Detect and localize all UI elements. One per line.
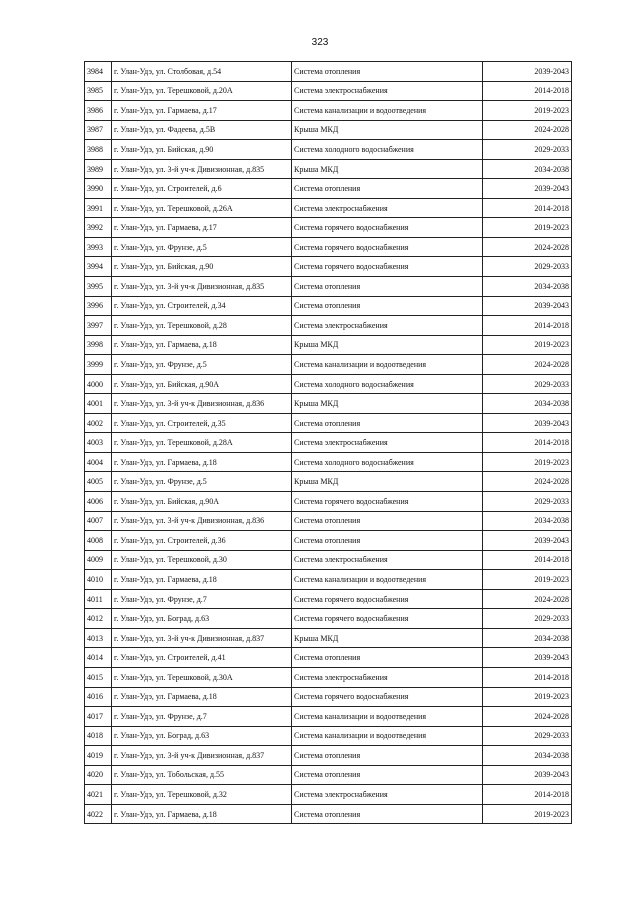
system-cell: Система электроснабжения xyxy=(292,785,483,805)
period-cell: 2029-2033 xyxy=(483,492,572,512)
system-cell: Система отопления xyxy=(292,179,483,199)
row-number: 3999 xyxy=(85,355,112,375)
row-number: 3993 xyxy=(85,237,112,257)
table-row xyxy=(85,316,572,336)
address-cell: г. Улан-Удэ, ул. Терешковой, д.28 xyxy=(112,316,292,336)
row-number: 4020 xyxy=(85,765,112,785)
period-cell: 2034-2038 xyxy=(483,746,572,766)
system-cell: Система отопления xyxy=(292,413,483,433)
address-cell: г. Улан-Удэ, ул. Гармаева, д.18 xyxy=(112,452,292,472)
period-cell: 2014-2018 xyxy=(483,785,572,805)
address-cell: г. Улан-Удэ, ул. 3-й уч-к Дивизионная, д.836 xyxy=(112,394,292,414)
row-number: 3988 xyxy=(85,140,112,160)
row-number: 4007 xyxy=(85,511,112,531)
table-row xyxy=(85,218,572,238)
address-cell: г. Улан-Удэ, ул. Строителей, д.36 xyxy=(112,531,292,551)
system-cell: Система отопления xyxy=(292,765,483,785)
table-row xyxy=(85,296,572,316)
period-cell: 2034-2038 xyxy=(483,511,572,531)
repair-schedule-table xyxy=(84,61,572,824)
row-number: 4009 xyxy=(85,550,112,570)
row-number: 3997 xyxy=(85,316,112,336)
row-number: 3998 xyxy=(85,335,112,355)
table-row xyxy=(85,237,572,257)
row-number: 4018 xyxy=(85,726,112,746)
row-number: 3987 xyxy=(85,120,112,140)
row-number: 3996 xyxy=(85,296,112,316)
system-cell: Система отопления xyxy=(292,804,483,824)
period-cell: 2024-2028 xyxy=(483,589,572,609)
row-number: 4013 xyxy=(85,628,112,648)
system-cell: Система канализации и водоотведения xyxy=(292,707,483,727)
system-cell: Система горячего водоснабжения xyxy=(292,257,483,277)
row-number: 4016 xyxy=(85,687,112,707)
table-row xyxy=(85,355,572,375)
address-cell: г. Улан-Удэ, ул. Столбовая, д.54 xyxy=(112,62,292,82)
table-row xyxy=(85,159,572,179)
period-cell: 2029-2033 xyxy=(483,140,572,160)
row-number: 3985 xyxy=(85,81,112,101)
row-number: 4004 xyxy=(85,452,112,472)
row-number: 4017 xyxy=(85,707,112,727)
row-number: 3994 xyxy=(85,257,112,277)
period-cell: 2039-2043 xyxy=(483,531,572,551)
address-cell: г. Улан-Удэ, ул. Бийская, д.90 xyxy=(112,140,292,160)
row-number: 4011 xyxy=(85,589,112,609)
address-cell: г. Улан-Удэ, ул. 3-й уч-к Дивизионная, д.837 xyxy=(112,746,292,766)
table-row xyxy=(85,198,572,218)
address-cell: г. Улан-Удэ, ул. Терешковой, д.26А xyxy=(112,198,292,218)
table-body xyxy=(85,62,572,824)
address-cell: г. Улан-Удэ, ул. 3-й уч-к Дивизионная, д.835 xyxy=(112,277,292,297)
address-cell: г. Улан-Удэ, ул. Гармаева, д.17 xyxy=(112,218,292,238)
period-cell: 2034-2038 xyxy=(483,277,572,297)
system-cell: Система холодного водоснабжения xyxy=(292,374,483,394)
row-number: 4008 xyxy=(85,531,112,551)
row-number: 3990 xyxy=(85,179,112,199)
row-number: 4022 xyxy=(85,804,112,824)
period-cell: 2024-2028 xyxy=(483,237,572,257)
period-cell: 2019-2023 xyxy=(483,452,572,472)
row-number: 3986 xyxy=(85,101,112,121)
period-cell: 2029-2033 xyxy=(483,374,572,394)
system-cell: Крыша МКД xyxy=(292,472,483,492)
row-number: 3992 xyxy=(85,218,112,238)
system-cell: Система холодного водоснабжения xyxy=(292,140,483,160)
period-cell: 2024-2028 xyxy=(483,120,572,140)
period-cell: 2014-2018 xyxy=(483,81,572,101)
period-cell: 2024-2028 xyxy=(483,355,572,375)
period-cell: 2029-2033 xyxy=(483,726,572,746)
system-cell: Крыша МКД xyxy=(292,159,483,179)
row-number: 4001 xyxy=(85,394,112,414)
table-row xyxy=(85,472,572,492)
period-cell: 2034-2038 xyxy=(483,159,572,179)
period-cell: 2019-2023 xyxy=(483,687,572,707)
period-cell: 2019-2023 xyxy=(483,804,572,824)
row-number: 4010 xyxy=(85,570,112,590)
address-cell: г. Улан-Удэ, ул. 3-й уч-к Дивизионная, д.835 xyxy=(112,159,292,179)
address-cell: г. Улан-Удэ, ул. Фрунзе, д.7 xyxy=(112,589,292,609)
system-cell: Крыша МКД xyxy=(292,120,483,140)
period-cell: 2039-2043 xyxy=(483,413,572,433)
system-cell: Система холодного водоснабжения xyxy=(292,452,483,472)
address-cell: г. Улан-Удэ, ул. Фрунзе, д.5 xyxy=(112,355,292,375)
system-cell: Система электроснабжения xyxy=(292,667,483,687)
table-row xyxy=(85,101,572,121)
address-cell: г. Улан-Удэ, ул. Строителей, д.34 xyxy=(112,296,292,316)
system-cell: Система канализации и водоотведения xyxy=(292,355,483,375)
address-cell: г. Улан-Удэ, ул. Гармаева, д.18 xyxy=(112,335,292,355)
period-cell: 2019-2023 xyxy=(483,570,572,590)
period-cell: 2034-2038 xyxy=(483,628,572,648)
system-cell: Система горячего водоснабжения xyxy=(292,589,483,609)
system-cell: Система отопления xyxy=(292,648,483,668)
table-row xyxy=(85,746,572,766)
address-cell: г. Улан-Удэ, ул. Фрунзе, д.5 xyxy=(112,472,292,492)
table-row xyxy=(85,648,572,668)
page-number: 323 xyxy=(311,37,329,48)
period-cell: 2039-2043 xyxy=(483,62,572,82)
system-cell: Крыша МКД xyxy=(292,335,483,355)
address-cell: г. Улан-Удэ, ул. Терешковой, д.32 xyxy=(112,785,292,805)
table-row xyxy=(85,433,572,453)
table-row xyxy=(85,335,572,355)
system-cell: Система отопления xyxy=(292,277,483,297)
table-row xyxy=(85,81,572,101)
period-cell: 2024-2028 xyxy=(483,707,572,727)
address-cell: г. Улан-Удэ, ул. Гармаева, д.18 xyxy=(112,804,292,824)
table-row xyxy=(85,531,572,551)
period-cell: 2014-2018 xyxy=(483,433,572,453)
system-cell: Система электроснабжения xyxy=(292,81,483,101)
period-cell: 2014-2018 xyxy=(483,550,572,570)
row-number: 3984 xyxy=(85,62,112,82)
address-cell: г. Улан-Удэ, ул. Строителей, д.35 xyxy=(112,413,292,433)
system-cell: Система горячего водоснабжения xyxy=(292,492,483,512)
table-row xyxy=(85,62,572,82)
address-cell: г. Улан-Удэ, ул. Гармаева, д.17 xyxy=(112,101,292,121)
table-row xyxy=(85,687,572,707)
address-cell: г. Улан-Удэ, ул. Бийская, д.90А xyxy=(112,492,292,512)
address-cell: г. Улан-Удэ, ул. Фрунзе, д.5 xyxy=(112,237,292,257)
system-cell: Система отопления xyxy=(292,62,483,82)
system-cell: Система отопления xyxy=(292,531,483,551)
row-number: 4000 xyxy=(85,374,112,394)
period-cell: 2029-2033 xyxy=(483,257,572,277)
period-cell: 2014-2018 xyxy=(483,198,572,218)
row-number: 4012 xyxy=(85,609,112,629)
system-cell: Крыша МКД xyxy=(292,394,483,414)
period-cell: 2039-2043 xyxy=(483,765,572,785)
system-cell: Система электроснабжения xyxy=(292,316,483,336)
address-cell: г. Улан-Удэ, ул. Бийская, д.90 xyxy=(112,257,292,277)
period-cell: 2034-2038 xyxy=(483,394,572,414)
period-cell: 2039-2043 xyxy=(483,296,572,316)
system-cell: Система отопления xyxy=(292,511,483,531)
table-row xyxy=(85,785,572,805)
table-row xyxy=(85,452,572,472)
address-cell: г. Улан-Удэ, ул. Гармаева, д.18 xyxy=(112,687,292,707)
system-cell: Система отопления xyxy=(292,296,483,316)
address-cell: г. Улан-Удэ, ул. Терешковой, д.30 xyxy=(112,550,292,570)
period-cell: 2029-2033 xyxy=(483,609,572,629)
system-cell: Система горячего водоснабжения xyxy=(292,237,483,257)
table-row xyxy=(85,707,572,727)
system-cell: Крыша МКД xyxy=(292,628,483,648)
system-cell: Система канализации и водоотведения xyxy=(292,570,483,590)
table-row xyxy=(85,726,572,746)
row-number: 3989 xyxy=(85,159,112,179)
period-cell: 2019-2023 xyxy=(483,335,572,355)
table-row xyxy=(85,492,572,512)
address-cell: г. Улан-Удэ, ул. Тобольская, д.55 xyxy=(112,765,292,785)
table-row xyxy=(85,277,572,297)
row-number: 4014 xyxy=(85,648,112,668)
row-number: 3991 xyxy=(85,198,112,218)
period-cell: 2014-2018 xyxy=(483,667,572,687)
period-cell: 2019-2023 xyxy=(483,218,572,238)
table-row xyxy=(85,257,572,277)
address-cell: г. Улан-Удэ, ул. Боград, д.63 xyxy=(112,609,292,629)
table-row xyxy=(85,413,572,433)
period-cell: 2019-2023 xyxy=(483,101,572,121)
address-cell: г. Улан-Удэ, ул. Строителей, д.6 xyxy=(112,179,292,199)
period-cell: 2024-2028 xyxy=(483,472,572,492)
address-cell: г. Улан-Удэ, ул. 3-й уч-к Дивизионная, д.836 xyxy=(112,511,292,531)
address-cell: г. Улан-Удэ, ул. Фадеева, д.5В xyxy=(112,120,292,140)
address-cell: г. Улан-Удэ, ул. Бийская, д.90А xyxy=(112,374,292,394)
table-row xyxy=(85,179,572,199)
table-row xyxy=(85,609,572,629)
row-number: 4019 xyxy=(85,746,112,766)
system-cell: Система электроснабжения xyxy=(292,198,483,218)
table-row xyxy=(85,628,572,648)
system-cell: Система канализации и водоотведения xyxy=(292,726,483,746)
table-row xyxy=(85,140,572,160)
row-number: 3995 xyxy=(85,277,112,297)
period-cell: 2014-2018 xyxy=(483,316,572,336)
address-cell: г. Улан-Удэ, ул. Терешковой, д.20А xyxy=(112,81,292,101)
row-number: 4015 xyxy=(85,667,112,687)
address-cell: г. Улан-Удэ, ул. Фрунзе, д.7 xyxy=(112,707,292,727)
row-number: 4005 xyxy=(85,472,112,492)
system-cell: Система горячего водоснабжения xyxy=(292,609,483,629)
address-cell: г. Улан-Удэ, ул. Боград, д.63 xyxy=(112,726,292,746)
period-cell: 2039-2043 xyxy=(483,179,572,199)
table-row xyxy=(85,589,572,609)
table-row xyxy=(85,394,572,414)
table-row xyxy=(85,120,572,140)
address-cell: г. Улан-Удэ, ул. 3-й уч-к Дивизионная, д.837 xyxy=(112,628,292,648)
table-row xyxy=(85,374,572,394)
address-cell: г. Улан-Удэ, ул. Терешковой, д.28А xyxy=(112,433,292,453)
table-row xyxy=(85,667,572,687)
address-cell: г. Улан-Удэ, ул. Терешковой, д.30А xyxy=(112,667,292,687)
row-number: 4021 xyxy=(85,785,112,805)
system-cell: Система горячего водоснабжения xyxy=(292,687,483,707)
table-row xyxy=(85,511,572,531)
address-cell: г. Улан-Удэ, ул. Гармаева, д.18 xyxy=(112,570,292,590)
table-row xyxy=(85,765,572,785)
table-row xyxy=(85,804,572,824)
row-number: 4002 xyxy=(85,413,112,433)
table-row xyxy=(85,570,572,590)
system-cell: Система отопления xyxy=(292,746,483,766)
system-cell: Система канализации и водоотведения xyxy=(292,101,483,121)
period-cell: 2039-2043 xyxy=(483,648,572,668)
table-row xyxy=(85,550,572,570)
row-number: 4003 xyxy=(85,433,112,453)
system-cell: Система электроснабжения xyxy=(292,433,483,453)
address-cell: г. Улан-Удэ, ул. Строителей, д.41 xyxy=(112,648,292,668)
row-number: 4006 xyxy=(85,492,112,512)
system-cell: Система электроснабжения xyxy=(292,550,483,570)
system-cell: Система горячего водоснабжения xyxy=(292,218,483,238)
